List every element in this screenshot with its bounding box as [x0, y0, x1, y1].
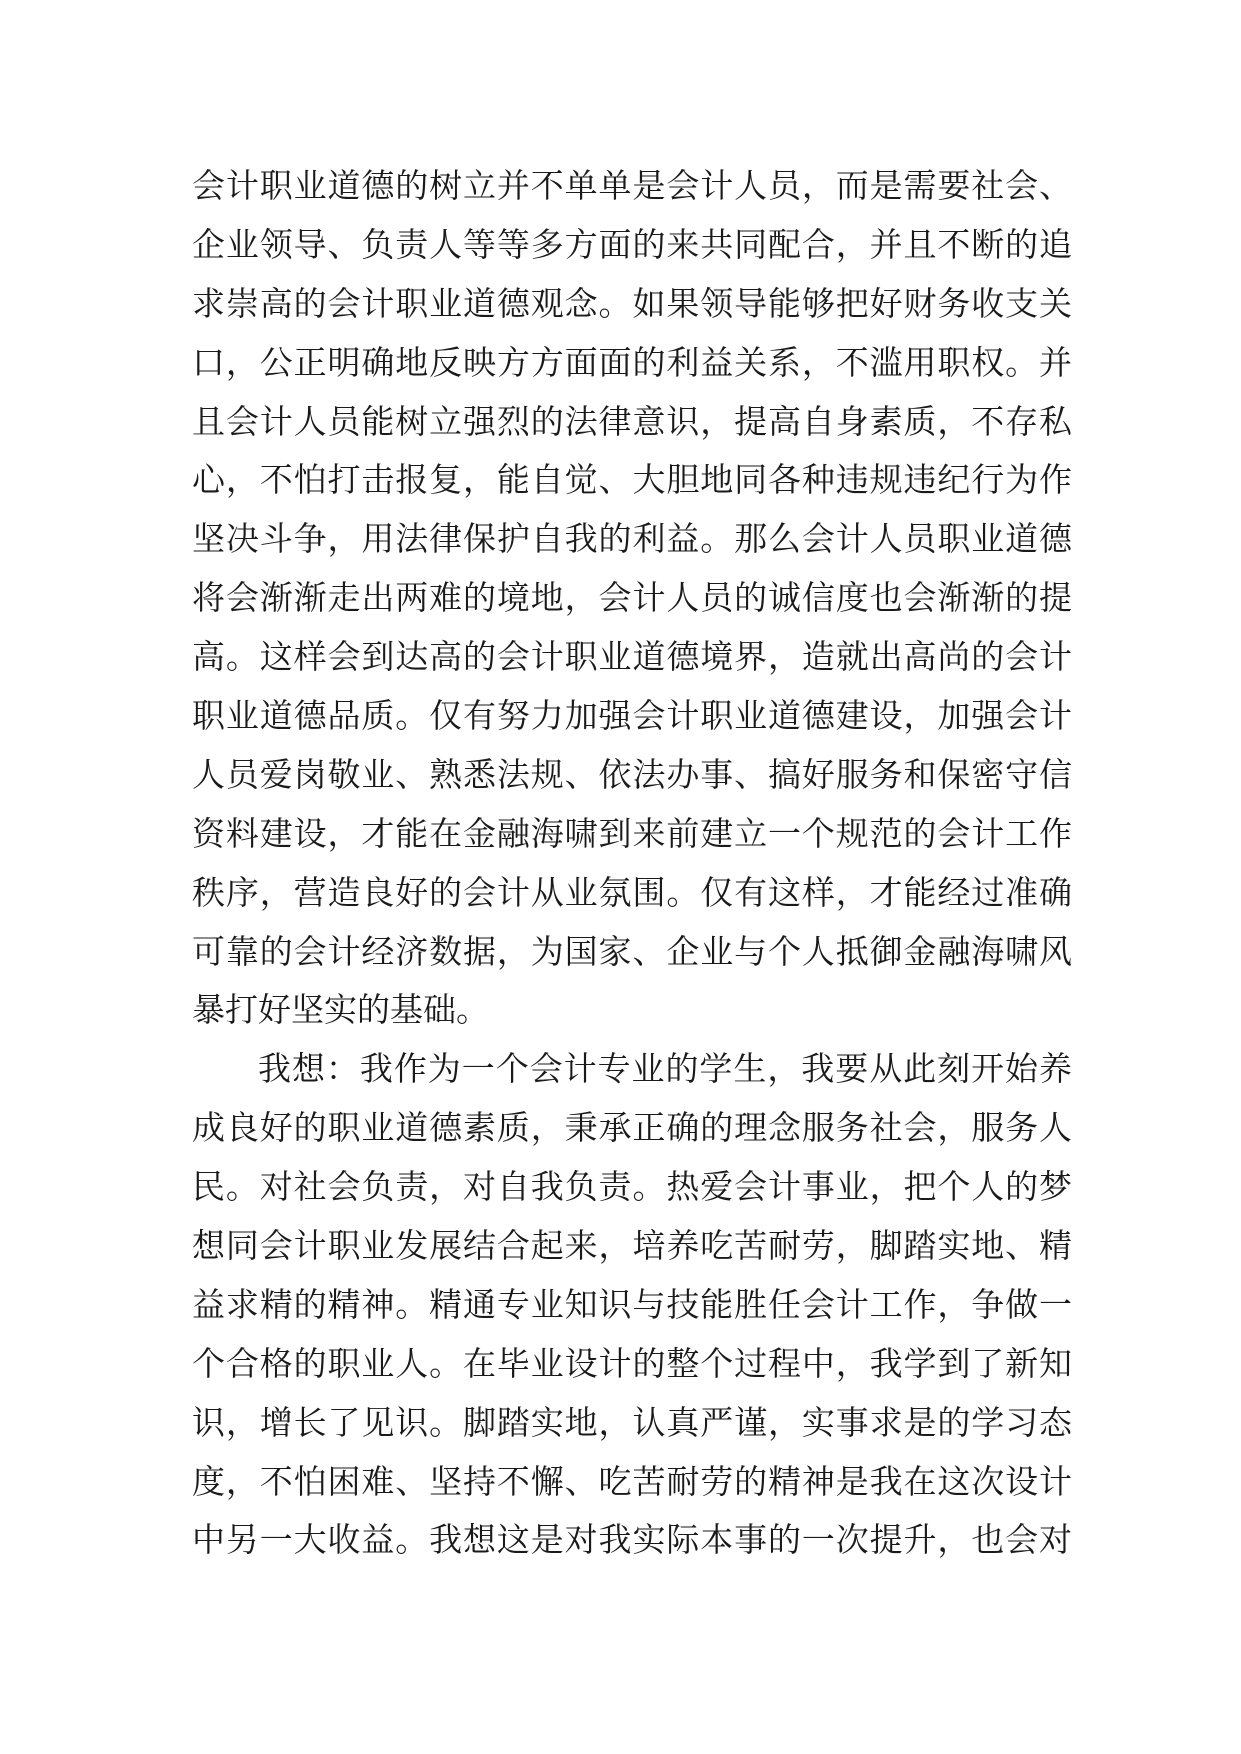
text-line: 会计职业道德的树立并不单单是会计人员，而是需要社会、 [192, 166, 1072, 205]
text-line: 且会计人员能树立强烈的法律意识，提高自身素质，不存私 [192, 401, 1072, 441]
text-line-last: 暴打好坚实的基础。 [192, 990, 489, 1030]
text-line: 职业道德品质。仅有努力加强会计职业道德建设，加强会计 [192, 696, 1072, 736]
text-line: 将会渐渐走出两难的境地，会计人员的诚信度也会渐渐的提 [192, 578, 1072, 618]
text-line: 企业领导、负责人等等多方面的来共同配合，并且不断的追 [192, 224, 1072, 264]
text-line: 识，增长了见识。脚踏实地，认真严谨，实事求是的学习态 [192, 1402, 1072, 1442]
text-line: 口，公正明确地反映方方面面的利益关系，不滥用职权。并 [192, 342, 1072, 382]
text-line: 高。这样会到达高的会计职业道德境界，造就出高尚的会计 [192, 637, 1072, 677]
text-line: 想同会计职业发展结合起来，培养吃苦耐劳，脚踏实地、精 [192, 1226, 1072, 1266]
text-line: 资料建设，才能在金融海啸到来前建立一个规范的会计工作 [192, 813, 1072, 853]
text-line: 中另一大收益。我想这是对我实际本事的一次提升，也会对 [192, 1520, 1072, 1560]
text-line: 成良好的职业道德素质，秉承正确的理念服务社会，服务人 [192, 1108, 1072, 1148]
text-line: 度，不怕困难、坚持不懈、吃苦耐劳的精神是我在这次设计 [192, 1461, 1072, 1501]
text-line: 个合格的职业人。在毕业设计的整个过程中，我学到了新知 [192, 1343, 1072, 1383]
text-line: 人员爱岗敬业、熟悉法规、依法办事、搞好服务和保密守信 [192, 754, 1072, 794]
body-text [192, 157, 1072, 1570]
text-line: 求崇高的会计职业道德观念。如果领导能够把好财务收支关 [192, 283, 1072, 323]
text-line: 民。对社会负责，对自我负责。热爱会计事业，把个人的梦 [192, 1167, 1072, 1207]
text-line: 可靠的会计经济数据，为国家、企业与个人抵御金融海啸风 [192, 931, 1072, 971]
text-line-indented: 我想：我作为一个会计专业的学生，我要从此刻开始养 [258, 1049, 1072, 1089]
text-line: 心，不怕打击报复，能自觉、大胆地同各种违规违纪行为作 [192, 460, 1072, 500]
text-line: 坚决斗争，用法律保护自我的利益。那么会计人员职业道德 [192, 519, 1072, 559]
text-line: 益求精的精神。精通专业知识与技能胜任会计工作，争做一 [192, 1284, 1072, 1324]
text-line: 秩序，营造良好的会计从业氛围。仅有这样，才能经过准确 [192, 872, 1072, 912]
